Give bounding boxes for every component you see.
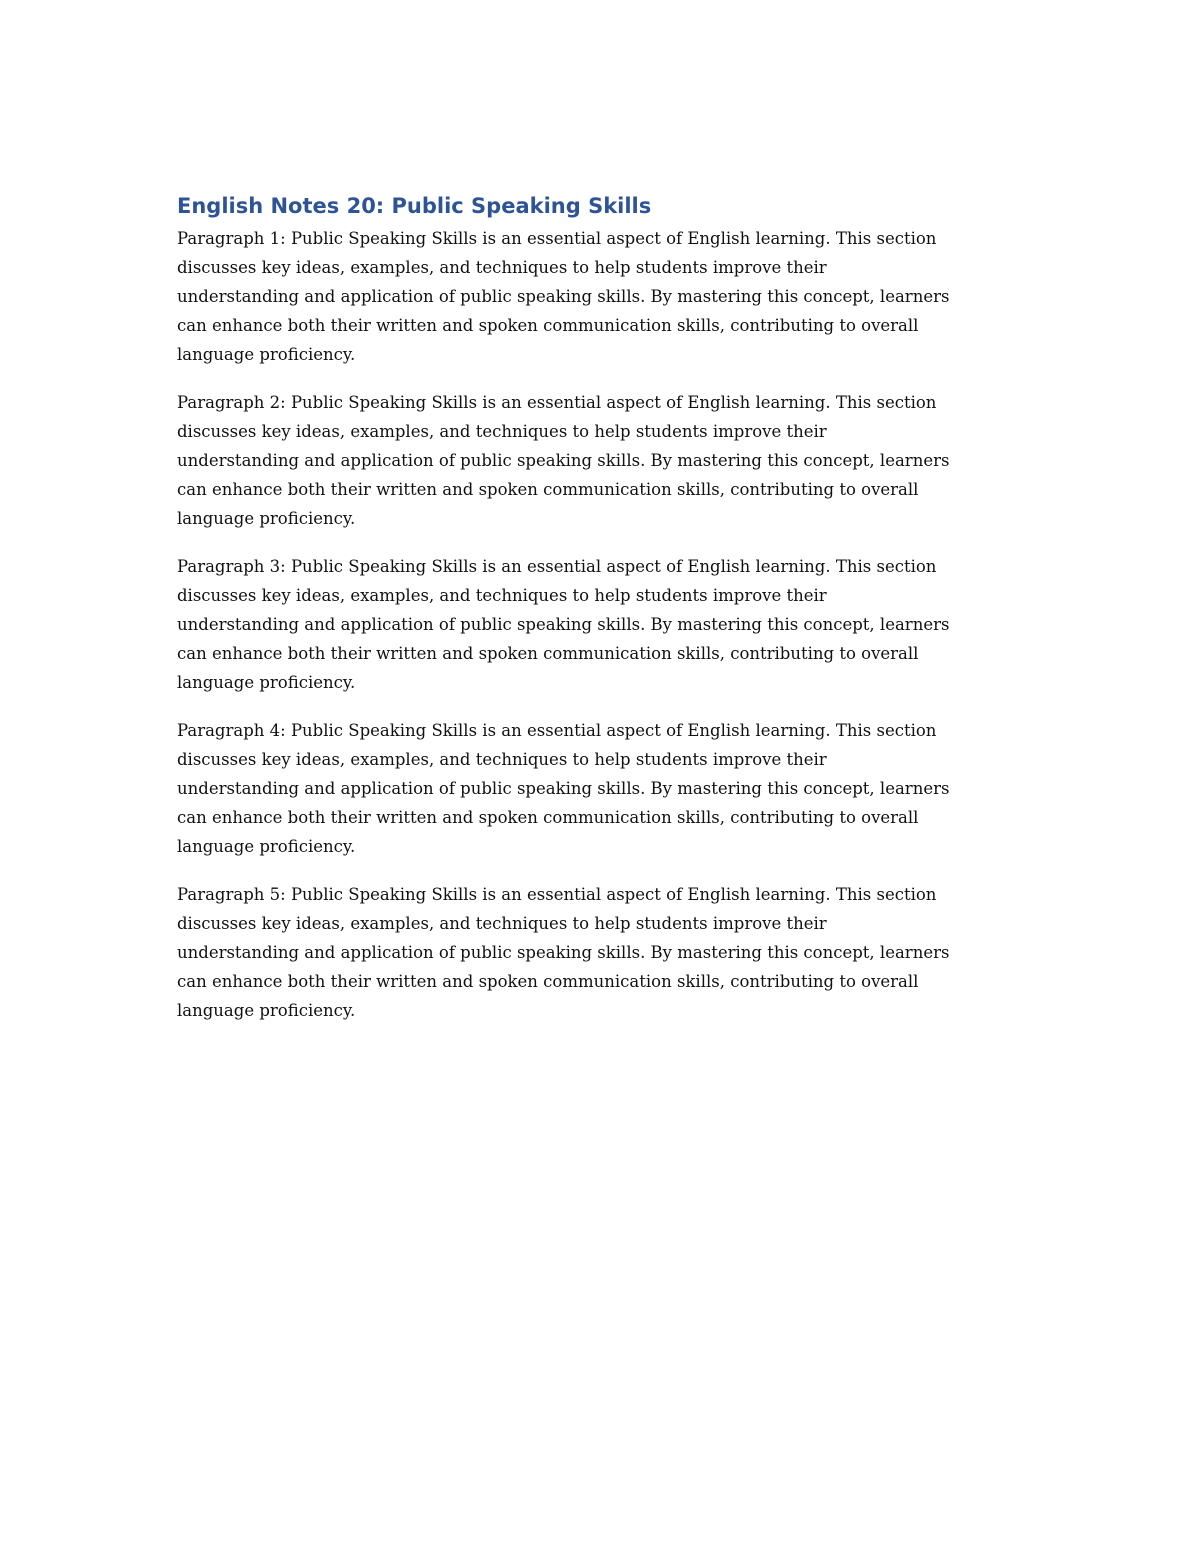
paragraph-line: understanding and application of public speaking skills. By mastering this concept, learners	[177, 943, 950, 962]
paragraph-line: discusses key ideas, examples, and techniques to help students improve their	[177, 750, 827, 769]
paragraph-line: language proficiency.	[177, 1001, 356, 1020]
paragraph-5	[177, 880, 1027, 1025]
paragraph-line: discusses key ideas, examples, and techniques to help students improve their	[177, 586, 827, 605]
paragraph-line: language proficiency.	[177, 673, 356, 692]
paragraph-line: Paragraph 4: Public Speaking Skills is an essential aspect of English learning. This section	[177, 721, 937, 740]
paragraph-4	[177, 716, 1027, 861]
document-title: English Notes 20: Public Speaking Skills	[177, 194, 652, 218]
paragraph-line: understanding and application of public speaking skills. By mastering this concept, learners	[177, 451, 950, 470]
paragraph-line: can enhance both their written and spoken communication skills, contributing to overall	[177, 972, 919, 991]
paragraph-line: Paragraph 3: Public Speaking Skills is an essential aspect of English learning. This section	[177, 557, 937, 576]
paragraph-2	[177, 388, 1027, 533]
paragraph-line: understanding and application of public speaking skills. By mastering this concept, learners	[177, 779, 950, 798]
paragraph-line: can enhance both their written and spoken communication skills, contributing to overall	[177, 808, 919, 827]
paragraph-line: discusses key ideas, examples, and techniques to help students improve their	[177, 258, 827, 277]
paragraph-line: can enhance both their written and spoken communication skills, contributing to overall	[177, 480, 919, 499]
paragraph-1	[177, 224, 1027, 369]
paragraph-line: understanding and application of public speaking skills. By mastering this concept, learners	[177, 287, 950, 306]
paragraph-line: discusses key ideas, examples, and techniques to help students improve their	[177, 422, 827, 441]
paragraph-line: Paragraph 1: Public Speaking Skills is an essential aspect of English learning. This section	[177, 229, 937, 248]
document-body	[177, 190, 1027, 1044]
paragraph-line: can enhance both their written and spoken communication skills, contributing to overall	[177, 644, 919, 663]
paragraph-line: can enhance both their written and spoken communication skills, contributing to overall	[177, 316, 919, 335]
paragraph-line: language proficiency.	[177, 345, 356, 364]
paragraph-line: language proficiency.	[177, 837, 356, 856]
paragraph-line: Paragraph 5: Public Speaking Skills is an essential aspect of English learning. This section	[177, 885, 937, 904]
paragraph-line: Paragraph 2: Public Speaking Skills is an essential aspect of English learning. This section	[177, 393, 937, 412]
paragraph-line: understanding and application of public speaking skills. By mastering this concept, learners	[177, 615, 950, 634]
paragraph-line: language proficiency.	[177, 509, 356, 528]
paragraph-line: discusses key ideas, examples, and techniques to help students improve their	[177, 914, 827, 933]
paragraph-3	[177, 552, 1027, 697]
